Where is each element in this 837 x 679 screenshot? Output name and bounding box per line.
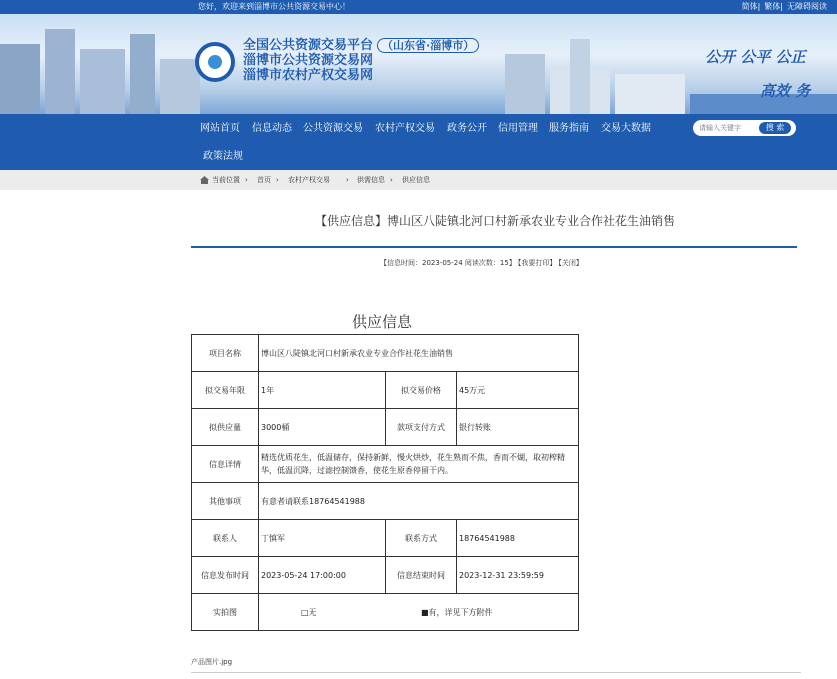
breadcrumb-label: 当前位置 xyxy=(212,176,240,184)
contact-value: 丁慎军 xyxy=(259,520,386,557)
logo-line1: 全国公共资源交易平台 xyxy=(243,38,374,53)
article-meta xyxy=(380,258,585,268)
traditional-link[interactable]: 繁体 xyxy=(764,2,781,11)
breadcrumb-supply-info[interactable]: 供应信息 xyxy=(402,176,430,184)
nav-home[interactable]: 网站首页 xyxy=(200,123,240,134)
search-input[interactable] xyxy=(697,122,759,134)
phone-label: 联系方式 xyxy=(386,520,457,557)
photo-none-option: □无 xyxy=(301,607,317,617)
logo-emblem-icon xyxy=(195,42,235,82)
nav-news[interactable]: 信息动态 xyxy=(252,123,292,134)
nav-policy[interactable]: 政策法规 xyxy=(203,151,243,162)
nav-service-guide[interactable]: 服务指南 xyxy=(549,123,589,134)
supply-info-table xyxy=(191,334,579,631)
slogan-efficient: 高效 务 xyxy=(760,82,811,100)
province-badge: （山东省·淄博市） xyxy=(377,38,479,53)
site-logo[interactable] xyxy=(195,38,505,104)
article-title: 【供应信息】博山区八陡镇北河口村新承农业专业合作社花生油销售 xyxy=(314,214,675,228)
photo-options xyxy=(259,594,579,631)
payment-value: 银行转账 xyxy=(457,409,579,446)
price-value: 45万元 xyxy=(457,372,579,409)
slogan-fair: 公开 公平 公正 xyxy=(705,48,806,66)
welcome-text: 您好，欢迎来到淄博市公共资源交易中心！ xyxy=(198,2,350,11)
meta-time: 【信息时间：2023-05-24 阅读次数：15】 xyxy=(380,259,516,267)
print-link[interactable]: 【我要打印】 xyxy=(517,259,557,267)
supply-value: 3000桶 xyxy=(259,409,386,446)
project-name-value: 博山区八陡镇北河口村新承农业专业合作社花生油销售 xyxy=(259,335,579,372)
start-time-label: 信息发布时间 xyxy=(192,557,259,594)
table-row xyxy=(192,446,579,483)
payment-label: 款项支付方式 xyxy=(386,409,457,446)
search-box xyxy=(693,120,796,136)
accessibility-link[interactable]: 无障碍阅读 xyxy=(787,2,827,11)
top-links: 简体| 繁体| 无障碍阅读 xyxy=(741,2,827,11)
photo-label: 实拍图 xyxy=(192,594,259,631)
breadcrumb: 当前位置 › 首页 › 农村产权交易 › 供需信息 › 供应信息 xyxy=(0,170,837,190)
breadcrumb-supply-demand[interactable]: 供需信息 xyxy=(357,176,385,184)
nav-public-resource[interactable]: 公共资源交易 xyxy=(303,123,363,134)
title-divider xyxy=(191,246,797,248)
nav-rural-property[interactable]: 农村产权交易 xyxy=(375,123,435,134)
term-label: 拟交易年限 xyxy=(192,372,259,409)
breadcrumb-rural-property[interactable]: 农村产权交易 xyxy=(288,176,330,184)
start-time-value: 2023-05-24 17:00:00 xyxy=(259,557,386,594)
end-time-label: 信息结束时间 xyxy=(386,557,457,594)
end-time-value: 2023-12-31 23:59:59 xyxy=(457,557,579,594)
nav-credit[interactable]: 信用管理 xyxy=(498,123,538,134)
content-divider xyxy=(191,672,801,673)
nav-government[interactable]: 政务公开 xyxy=(447,123,487,134)
attachment-link[interactable]: 产品图片.jpg xyxy=(191,658,233,666)
phone-value: 18764541988 xyxy=(457,520,579,557)
table-row xyxy=(192,372,579,409)
top-bar xyxy=(0,0,837,14)
detail-value: 精选优质花生，低温储存，保持新鲜，慢火烘炒，花生熟而不焦，香而不煳，取初榨精华，低温沉降，过滤控制馈香，使花生原香停留干内。 xyxy=(259,446,579,483)
other-label: 其他事项 xyxy=(192,483,259,520)
logo-line2: 淄博市公共资源交易网 xyxy=(243,53,374,68)
term-value: 1年 xyxy=(259,372,386,409)
contact-label: 联系人 xyxy=(192,520,259,557)
breadcrumb-home[interactable]: 首页 xyxy=(257,176,271,184)
table-row xyxy=(192,520,579,557)
supply-label: 拟供应量 xyxy=(192,409,259,446)
table-row xyxy=(192,557,579,594)
simplified-link[interactable]: 简体 xyxy=(741,2,758,11)
table-row xyxy=(192,594,579,631)
close-link[interactable]: 【关闭】 xyxy=(558,259,583,267)
photo-yes-option: ■有，详见下方附件 xyxy=(421,607,493,617)
table-row xyxy=(192,483,579,520)
other-value: 有意者请联系18764541988 xyxy=(259,483,579,520)
project-name-label: 项目名称 xyxy=(192,335,259,372)
detail-label: 信息详情 xyxy=(192,446,259,483)
table-row xyxy=(192,335,579,372)
section-title: 供应信息 xyxy=(352,313,413,331)
nav-big-data[interactable]: 交易大数据 xyxy=(601,123,651,134)
header-banner xyxy=(0,14,837,114)
table-row xyxy=(192,409,579,446)
home-icon xyxy=(200,176,209,184)
price-label: 拟交易价格 xyxy=(386,372,457,409)
logo-line3: 淄博市农村产权交易网 xyxy=(243,68,374,83)
search-button[interactable]: 搜 索 xyxy=(759,122,791,134)
